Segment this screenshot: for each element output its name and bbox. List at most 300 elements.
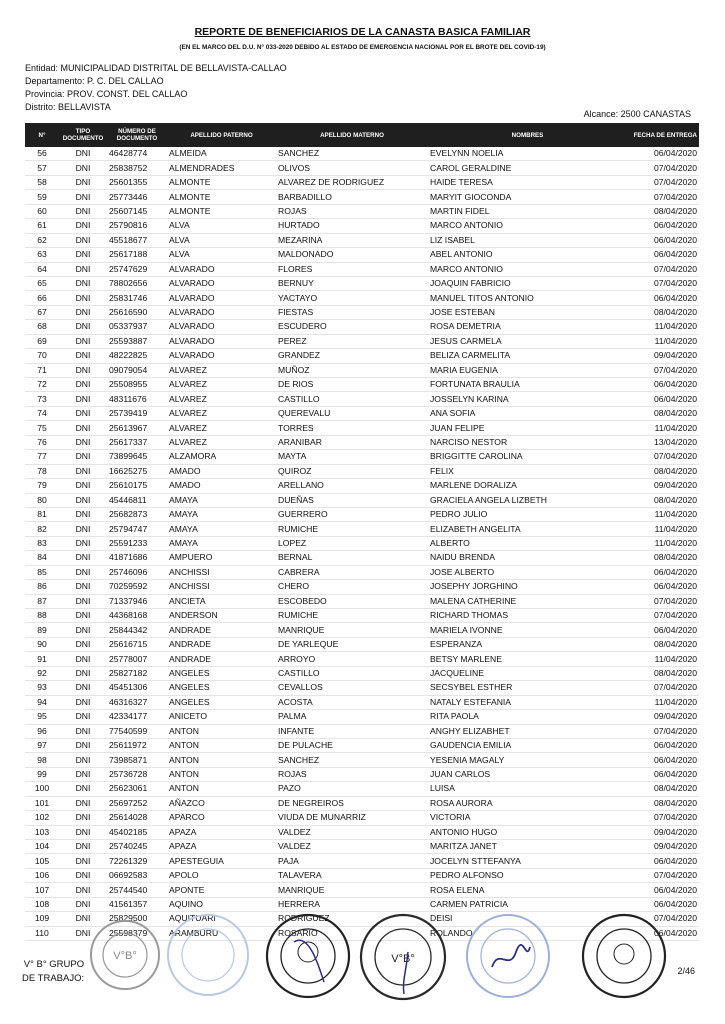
cell-maternal: CABRERA xyxy=(278,566,320,577)
col-header-doc-type: TIPO DOCUMENTO xyxy=(62,128,104,142)
cell-doc-number: 25747629 xyxy=(109,263,148,274)
cell-doc-type: DNI xyxy=(75,249,91,260)
cell-names: MARYIT GIOCONDA xyxy=(430,191,512,202)
cell-paternal: ALVARADO xyxy=(169,335,215,346)
cell-names: ROSA ELENA xyxy=(430,884,485,895)
table-row xyxy=(25,349,699,363)
cell-maternal: VIUDA DE MUNARRIZ xyxy=(278,812,366,823)
table-row xyxy=(25,594,699,608)
cell-names: MALENA CATHERINE xyxy=(430,595,517,606)
cell-paternal: AMADO xyxy=(169,480,201,491)
cell-doc-number: 45402185 xyxy=(109,826,148,837)
cell-number: 58 xyxy=(37,177,47,188)
cell-date: 07/04/2020 xyxy=(653,812,697,823)
table-row xyxy=(25,479,699,493)
table-row xyxy=(25,507,699,521)
cell-number: 57 xyxy=(37,162,47,173)
table-row xyxy=(25,378,699,392)
cell-number: 83 xyxy=(37,538,47,549)
table-header-row xyxy=(25,123,699,147)
cell-names: ANA SOFIA xyxy=(430,408,476,419)
cell-doc-number: 25591233 xyxy=(109,538,148,549)
cell-doc-number: 25611972 xyxy=(109,740,147,751)
cell-date: 07/04/2020 xyxy=(653,595,697,606)
table-row xyxy=(25,637,699,651)
cell-doc-type: DNI xyxy=(75,884,91,895)
cell-doc-type: DNI xyxy=(75,350,91,361)
cell-maternal: BARBADILLO xyxy=(278,191,332,202)
cell-paternal: ANDRADE xyxy=(169,653,212,664)
cell-paternal: APAZA xyxy=(169,841,197,852)
cell-date: 08/04/2020 xyxy=(653,307,697,318)
table-row xyxy=(25,291,699,305)
cell-number: 73 xyxy=(37,393,47,404)
cell-maternal: YACTAYO xyxy=(278,292,318,303)
cell-doc-number: 41871686 xyxy=(109,552,148,563)
cell-maternal: MAYTA xyxy=(278,451,307,462)
cell-names: RITA PAOLA xyxy=(430,711,479,722)
cell-doc-number: 41561357 xyxy=(109,898,148,909)
stamp-seal-5 xyxy=(464,912,552,1000)
cell-doc-type: DNI xyxy=(75,364,91,375)
table-row xyxy=(25,710,699,724)
cell-names: GAUDENCIA EMILIA xyxy=(430,740,512,751)
cell-date: 06/04/2020 xyxy=(653,249,697,260)
table-row xyxy=(25,565,699,579)
cell-paternal: AQUITUARI xyxy=(169,913,216,924)
table-row xyxy=(25,840,699,854)
cell-maternal: ROSARIO xyxy=(278,927,318,938)
cell-number: 107 xyxy=(34,884,50,895)
distrito-label: Distrito: BELLAVISTA xyxy=(25,102,111,112)
cell-paternal: ANCHISSI xyxy=(169,581,210,592)
cell-maternal: MALDONADO xyxy=(278,249,334,260)
cell-date: 08/04/2020 xyxy=(653,639,697,650)
cell-maternal: ESCOBEDO xyxy=(278,595,327,606)
cell-doc-number: 25831746 xyxy=(109,292,148,303)
cell-paternal: AMADO xyxy=(169,465,201,476)
table-row xyxy=(25,147,699,161)
cell-date: 06/04/2020 xyxy=(653,927,697,938)
cell-names: VICTORIA xyxy=(430,812,471,823)
cell-names: JESUS CARMELA xyxy=(430,335,502,346)
cell-names: JOSSELYN KARINA xyxy=(430,393,509,404)
table-row xyxy=(25,276,699,290)
cell-number: 106 xyxy=(34,870,50,881)
cell-doc-number: 25614028 xyxy=(109,812,148,823)
cell-doc-number: 71337946 xyxy=(109,595,148,606)
table-row xyxy=(25,161,699,175)
table-row xyxy=(25,551,699,565)
cell-names: MARIELA IVONNE xyxy=(430,624,503,635)
cell-doc-number: 25593887 xyxy=(109,335,148,346)
cell-doc-number: 72261329 xyxy=(109,855,148,866)
cell-date: 07/04/2020 xyxy=(653,263,697,274)
cell-paternal: APESTEGUIA xyxy=(169,855,224,866)
cell-names: DEISI xyxy=(430,913,453,924)
cell-doc-type: DNI xyxy=(75,696,91,707)
cell-date: 06/04/2020 xyxy=(653,754,697,765)
table-row xyxy=(25,493,699,507)
cell-names: MARLENE DORALIZA xyxy=(430,480,517,491)
cell-number: 94 xyxy=(37,696,47,707)
cell-number: 69 xyxy=(37,335,47,346)
cell-names: SECSYBEL ESTHER xyxy=(430,682,513,693)
cell-number: 109 xyxy=(34,913,50,924)
cell-doc-number: 25613967 xyxy=(109,422,148,433)
cell-date: 08/04/2020 xyxy=(653,797,697,808)
cell-paternal: ALVARADO xyxy=(169,321,215,332)
cell-doc-type: DNI xyxy=(75,639,91,650)
cell-doc-type: DNI xyxy=(75,826,91,837)
cell-paternal: ARAMBURU xyxy=(169,927,219,938)
cell-doc-type: DNI xyxy=(75,177,91,188)
cell-date: 08/04/2020 xyxy=(653,408,697,419)
cell-doc-type: DNI xyxy=(75,855,91,866)
cell-date: 06/04/2020 xyxy=(653,581,697,592)
cell-number: 72 xyxy=(37,379,47,390)
col-header-paternal: APELLIDO PATERNO xyxy=(190,131,253,139)
cell-doc-type: DNI xyxy=(75,494,91,505)
departamento-label: Departamento: P. C. DEL CALLAO xyxy=(25,76,164,86)
cell-paternal: ALVARADO xyxy=(169,263,215,274)
cell-names: ALBERTO xyxy=(430,538,470,549)
cell-date: 09/04/2020 xyxy=(653,826,697,837)
cell-number: 93 xyxy=(37,682,47,693)
table-row xyxy=(25,305,699,319)
cell-date: 06/04/2020 xyxy=(653,740,697,751)
table-row xyxy=(25,536,699,550)
table-row xyxy=(25,854,699,868)
cell-maternal: RUMICHE xyxy=(278,523,319,534)
cell-maternal: GRANDEZ xyxy=(278,350,321,361)
cell-date: 11/04/2020 xyxy=(654,523,697,534)
cell-number: 78 xyxy=(37,465,47,476)
cell-maternal: TALAVERA xyxy=(278,870,322,881)
cell-number: 64 xyxy=(37,263,47,274)
cell-maternal: MANRIQUE xyxy=(278,884,325,895)
cell-paternal: ANCIETA xyxy=(169,595,206,606)
cell-doc-type: DNI xyxy=(75,624,91,635)
cell-names: JUAN CARLOS xyxy=(430,769,491,780)
cell-number: 96 xyxy=(37,725,47,736)
cell-doc-type: DNI xyxy=(75,769,91,780)
cell-number: 59 xyxy=(37,191,47,202)
cell-maternal: CHERO xyxy=(278,581,310,592)
cell-names: JOCELYN STTEFANYA xyxy=(430,855,521,866)
cell-doc-number: 25610175 xyxy=(109,480,148,491)
cell-maternal: RUMICHE xyxy=(278,610,319,621)
cell-doc-number: 25744540 xyxy=(109,884,148,895)
cell-maternal: HERRERA xyxy=(278,898,321,909)
table-row xyxy=(25,609,699,623)
cell-doc-number: 42334177 xyxy=(109,711,148,722)
cell-paternal: ALVA xyxy=(169,234,190,245)
cell-doc-number: 09079054 xyxy=(109,364,148,375)
col-header-number: N° xyxy=(38,131,46,139)
cell-doc-number: 25790816 xyxy=(109,220,148,231)
cell-date: 06/04/2020 xyxy=(653,855,697,866)
cell-names: JOSE ESTEBAN xyxy=(430,307,495,318)
cell-maternal: SANCHEZ xyxy=(278,754,320,765)
cell-date: 09/04/2020 xyxy=(653,711,697,722)
cell-paternal: APONTE xyxy=(169,884,205,895)
cell-paternal: ANICETO xyxy=(169,711,208,722)
cell-date: 06/04/2020 xyxy=(653,884,697,895)
cell-doc-type: DNI xyxy=(75,538,91,549)
cell-number: 62 xyxy=(37,234,47,245)
cell-maternal: ALVAREZ DE RODRIGUEZ xyxy=(278,177,385,188)
cell-doc-number: 25616590 xyxy=(109,307,148,318)
cell-doc-number: 48311676 xyxy=(109,393,147,404)
col-header-doc-number: NÚMERO DE DOCUMENTO xyxy=(116,128,158,142)
cell-doc-number: 78802656 xyxy=(109,278,148,289)
cell-paternal: ALMENDRADES xyxy=(169,162,235,173)
cell-paternal: ALMONTE xyxy=(169,177,211,188)
cell-doc-type: DNI xyxy=(75,841,91,852)
cell-date: 08/04/2020 xyxy=(653,667,697,678)
cell-doc-number: 45518677 xyxy=(109,234,148,245)
cell-names: YESENIA MAGALY xyxy=(430,754,505,765)
cell-number: 65 xyxy=(37,278,47,289)
cell-paternal: AMAYA xyxy=(169,538,198,549)
cell-number: 61 xyxy=(37,220,47,231)
cell-paternal: ALMONTE xyxy=(169,205,211,216)
cell-paternal: ANDERSON xyxy=(169,610,218,621)
cell-doc-type: DNI xyxy=(75,191,91,202)
cell-date: 11/04/2020 xyxy=(654,538,697,549)
cell-doc-type: DNI xyxy=(75,523,91,534)
cell-number: 56 xyxy=(37,148,47,159)
beneficiaries-table xyxy=(25,123,699,941)
cell-names: JUAN FELIPE xyxy=(430,422,485,433)
cell-names: CAROL GERALDINE xyxy=(430,162,512,173)
cell-maternal: QUEREVALU xyxy=(278,408,331,419)
cell-doc-type: DNI xyxy=(75,408,91,419)
cell-number: 74 xyxy=(37,408,47,419)
stamp-seal-4 xyxy=(358,912,448,1002)
cell-date: 06/04/2020 xyxy=(653,292,697,303)
cell-doc-type: DNI xyxy=(75,552,91,563)
cell-names: NATALY ESTEFANIA xyxy=(430,696,512,707)
cell-paternal: ANGELES xyxy=(169,667,210,678)
table-row xyxy=(25,724,699,738)
cell-names: MARITZA JANET xyxy=(430,841,497,852)
cell-names: BETSY MARLENE xyxy=(430,653,502,664)
cell-date: 09/04/2020 xyxy=(653,480,697,491)
cell-date: 07/04/2020 xyxy=(653,278,697,289)
cell-paternal: ANTON xyxy=(169,754,199,765)
cell-names: ELIZABETH ANGELITA xyxy=(430,523,521,534)
cell-maternal: DE RIOS xyxy=(278,379,314,390)
cell-paternal: ALVAREZ xyxy=(169,408,207,419)
cell-paternal: ANTON xyxy=(169,769,199,780)
cell-date: 06/04/2020 xyxy=(653,624,697,635)
cell-doc-type: DNI xyxy=(75,321,91,332)
cell-names: GRACIELA ANGELA LIZBETH xyxy=(430,494,548,505)
cell-names: ANTONIO HUGO xyxy=(430,826,498,837)
cell-maternal: OLIVOS xyxy=(278,162,310,173)
cell-number: 84 xyxy=(37,552,47,563)
cell-maternal: ARANIBAR xyxy=(278,436,322,447)
cell-maternal: INFANTE xyxy=(278,725,315,736)
cell-doc-type: DNI xyxy=(75,205,91,216)
cell-doc-number: 25508955 xyxy=(109,379,148,390)
cell-maternal: MANRIQUE xyxy=(278,624,325,635)
cell-date: 09/04/2020 xyxy=(653,841,697,852)
table-row xyxy=(25,652,699,666)
table-row xyxy=(25,666,699,680)
cell-names: MARIA EUGENIA xyxy=(430,364,498,375)
cell-maternal: DE YARLEQUE xyxy=(278,639,339,650)
cell-doc-type: DNI xyxy=(75,610,91,621)
table-row xyxy=(25,219,699,233)
cell-doc-type: DNI xyxy=(75,263,91,274)
cell-number: 87 xyxy=(37,595,47,606)
cell-doc-number: 25736728 xyxy=(109,769,148,780)
cell-names: FELIX xyxy=(430,465,454,476)
cell-doc-type: DNI xyxy=(75,797,91,808)
cell-doc-number: 25794747 xyxy=(109,523,148,534)
cell-doc-type: DNI xyxy=(75,927,91,938)
cell-number: 105 xyxy=(34,855,50,866)
table-row xyxy=(25,738,699,752)
cell-maternal: DUEÑAS xyxy=(278,494,314,505)
cell-doc-type: DNI xyxy=(75,783,91,794)
cell-maternal: BERNUY xyxy=(278,278,314,289)
cell-paternal: ANTON xyxy=(169,725,199,736)
cell-names: ANGHY ELIZABHET xyxy=(430,725,510,736)
cell-doc-number: 73899645 xyxy=(109,451,148,462)
cell-number: 98 xyxy=(37,754,47,765)
report-title: REPORTE DE BENEFICIARIOS DE LA CANASTA BASICA FAMILIAR xyxy=(194,26,531,38)
cell-paternal: ALVA xyxy=(169,249,190,260)
cell-doc-type: DNI xyxy=(75,148,91,159)
cell-date: 08/04/2020 xyxy=(653,783,697,794)
cell-date: 06/04/2020 xyxy=(653,379,697,390)
vb-label-line1: V° B° GRUPO xyxy=(23,959,85,970)
cell-paternal: APARCO xyxy=(169,812,205,823)
cell-number: 91 xyxy=(37,653,47,664)
cell-maternal: HURTADO xyxy=(278,220,320,231)
cell-doc-number: 25740245 xyxy=(109,841,148,852)
cell-names: BRIGGITTE CAROLINA xyxy=(430,451,523,462)
table-row xyxy=(25,522,699,536)
cell-names: NAIDU BRENDA xyxy=(430,552,495,563)
cell-maternal: ARELLANO xyxy=(278,480,324,491)
cell-maternal: VALDEZ xyxy=(278,826,311,837)
cell-date: 07/04/2020 xyxy=(653,725,697,736)
cell-doc-number: 45446811 xyxy=(109,494,147,505)
cell-names: ESPERANZA xyxy=(430,639,483,650)
stamp-seal-6 xyxy=(580,912,668,1000)
cell-number: 90 xyxy=(37,639,47,650)
col-header-names: NOMBRES xyxy=(511,131,544,139)
cell-names: ROSA DEMETRIA xyxy=(430,321,501,332)
table-row xyxy=(25,868,699,882)
cell-names: CARMEN PATRICIA xyxy=(430,898,508,909)
cell-names: PEDRO ALFONSO xyxy=(430,870,504,881)
cell-doc-number: 25773446 xyxy=(109,191,148,202)
cell-names: MARCO ANTONIO xyxy=(430,263,503,274)
stamp-4-text: V°B° xyxy=(391,953,415,965)
cell-date: 07/04/2020 xyxy=(653,870,697,881)
cell-doc-type: DNI xyxy=(75,898,91,909)
cell-number: 103 xyxy=(34,826,50,837)
table-row xyxy=(25,248,699,262)
cell-number: 82 xyxy=(37,523,47,534)
cell-maternal: CASTILLO xyxy=(278,667,320,678)
cell-doc-number: 25617337 xyxy=(109,436,148,447)
cell-number: 110 xyxy=(35,927,49,938)
cell-names: ABEL ANTONIO xyxy=(430,249,493,260)
cell-number: 67 xyxy=(37,307,47,318)
cell-maternal: ESCUDERO xyxy=(278,321,327,332)
cell-paternal: AMPUERO xyxy=(169,552,213,563)
table-row xyxy=(25,753,699,767)
cell-date: 06/04/2020 xyxy=(653,769,697,780)
cell-doc-number: 46428774 xyxy=(109,148,148,159)
cell-paternal: ALVAREZ xyxy=(169,393,207,404)
cell-paternal: ANTON xyxy=(169,783,199,794)
cell-paternal: ANTON xyxy=(169,740,199,751)
cell-doc-number: 05337937 xyxy=(109,321,148,332)
table-row xyxy=(25,767,699,781)
col-header-maternal: APELLIDO MATERNO xyxy=(320,131,384,139)
cell-paternal: ALVARADO xyxy=(169,278,215,289)
cell-date: 07/04/2020 xyxy=(653,610,697,621)
cell-date: 11/04/2020 xyxy=(654,321,697,332)
cell-number: 60 xyxy=(37,205,47,216)
cell-paternal: ALVA xyxy=(169,220,190,231)
table-row xyxy=(25,421,699,435)
cell-paternal: ANGELES xyxy=(169,682,210,693)
cell-paternal: ANCHISSI xyxy=(169,566,210,577)
table-row xyxy=(25,262,699,276)
table-row xyxy=(25,190,699,204)
cell-maternal: QUIROZ xyxy=(278,465,312,476)
table-row xyxy=(25,883,699,897)
cell-doc-number: 46316327 xyxy=(109,696,148,707)
cell-date: 06/04/2020 xyxy=(653,898,697,909)
cell-number: 92 xyxy=(37,667,47,678)
cell-doc-type: DNI xyxy=(75,725,91,736)
cell-date: 11/04/2020 xyxy=(654,335,697,346)
cell-number: 95 xyxy=(37,711,47,722)
cell-doc-number: 70259592 xyxy=(109,581,148,592)
cell-doc-number: 73985871 xyxy=(109,754,148,765)
table-row xyxy=(25,392,699,406)
vb-label xyxy=(22,958,84,986)
cell-doc-type: DNI xyxy=(75,451,91,462)
cell-doc-type: DNI xyxy=(75,436,91,447)
cell-paternal: ALVAREZ xyxy=(169,379,207,390)
cell-paternal: ALVARADO xyxy=(169,307,215,318)
cell-doc-number: 25778007 xyxy=(109,653,148,664)
cell-doc-type: DNI xyxy=(75,913,91,924)
cell-doc-number: 25616715 xyxy=(109,639,148,650)
cell-names: PEDRO JULIO xyxy=(430,509,488,520)
cell-doc-number: 25697252 xyxy=(109,797,148,808)
cell-number: 80 xyxy=(37,494,47,505)
cell-doc-type: DNI xyxy=(75,220,91,231)
table-row xyxy=(25,233,699,247)
table-row xyxy=(25,204,699,218)
cell-doc-number: 77540599 xyxy=(109,725,148,736)
cell-names: JACQUELINE xyxy=(430,667,484,678)
cell-paternal: AMAYA xyxy=(169,523,198,534)
cell-date: 06/04/2020 xyxy=(653,566,697,577)
